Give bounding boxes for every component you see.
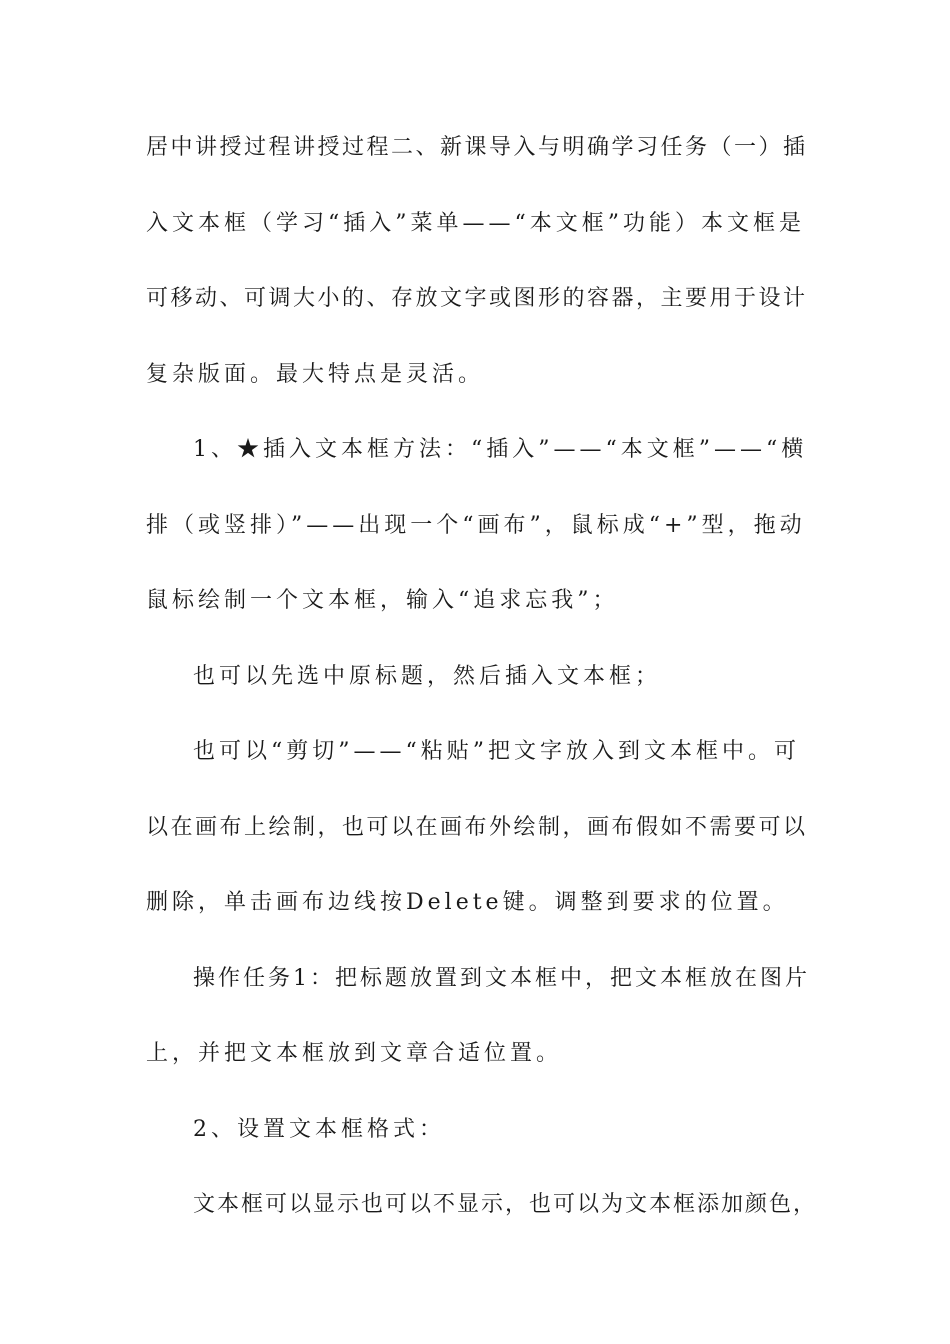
paragraph-line-2: 入文本框（学习“插入”菜单——“本文框”功能）本文框是 <box>146 211 805 236</box>
paragraph-line-4: 复杂版面。最大特点是灵活。 <box>146 362 485 387</box>
paragraph-line-11: 删除，单击画布边线按Delete键。调整到要求的位置。 <box>146 890 789 915</box>
paragraph-line-7: 鼠标绘制一个文本框，输入“追求忘我”； <box>146 588 619 613</box>
paragraph-line-8: 也可以先选中原标题，然后插入文本框； <box>193 664 662 689</box>
paragraph-line-3: 可移动、可调大小的、存放文字或图形的容器，主要用于设计 <box>146 286 808 311</box>
paragraph-line-5: 1、★插入文本框方法：“插入”——“本文框”——“横 <box>193 437 808 462</box>
paragraph-line-1: 居中讲授过程讲授过程二、新课导入与明确学习任务（一）插 <box>146 135 808 160</box>
paragraph-line-6: 排（或竖排）”——出现一个“画布”，鼠标成“+”型，拖动 <box>146 513 806 538</box>
paragraph-line-12: 操作任务1：把标题放置到文本框中，把文本框放在图片 <box>193 966 810 991</box>
paragraph-line-10: 以在画布上绘制，也可以在画布外绘制，画布假如不需要可以 <box>146 815 808 840</box>
paragraph-line-14: 2、设置文本框格式： <box>193 1117 445 1142</box>
paragraph-line-15: 文本框可以显示也可以不显示，也可以为文本框添加颜色， <box>193 1192 818 1217</box>
paragraph-line-9: 也可以“剪切”——“粘贴”把文字放入到文本框中。可 <box>193 739 800 764</box>
paragraph-line-13: 上，并把文本框放到文章合适位置。 <box>146 1041 563 1066</box>
